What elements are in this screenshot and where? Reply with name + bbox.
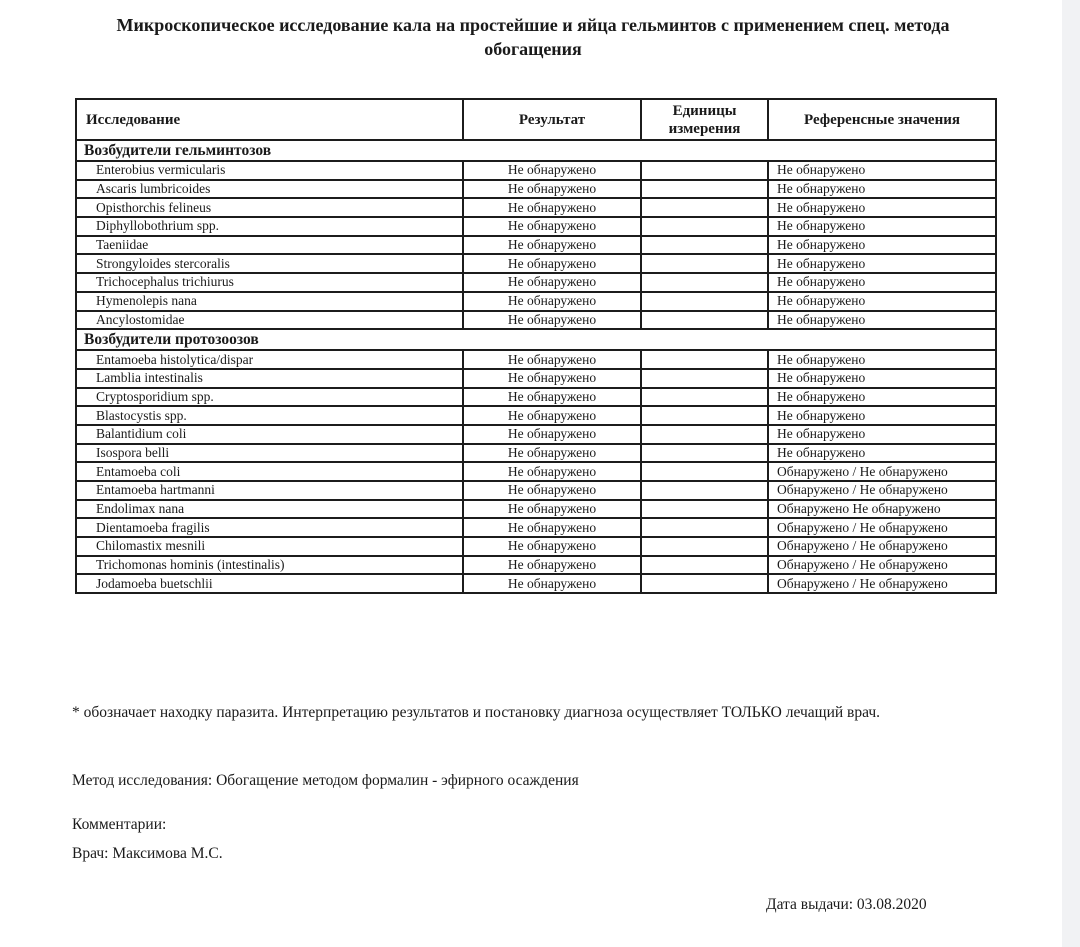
reference-value: Не обнаружено (768, 350, 996, 369)
result-value: Не обнаружено (463, 180, 641, 199)
column-header-result: Результат (463, 99, 641, 140)
result-value: Не обнаружено (463, 254, 641, 273)
table-row (76, 292, 996, 311)
units-value (641, 500, 768, 519)
result-value: Не обнаружено (463, 236, 641, 255)
reference-value: Не обнаружено (768, 444, 996, 463)
test-name: Lamblia intestinalis (76, 369, 463, 388)
reference-value: Обнаружено / Не обнаружено (768, 481, 996, 500)
units-value (641, 481, 768, 500)
test-name: Balantidium coli (76, 425, 463, 444)
units-value (641, 462, 768, 481)
units-value (641, 273, 768, 292)
test-name: Enterobius vermicularis (76, 161, 463, 180)
table-row (76, 254, 996, 273)
result-value: Не обнаружено (463, 425, 641, 444)
reference-value: Не обнаружено (768, 217, 996, 236)
table-row (76, 425, 996, 444)
reference-value: Не обнаружено (768, 406, 996, 425)
result-value: Не обнаружено (463, 518, 641, 537)
section-label: Возбудители гельминтозов (76, 140, 996, 161)
table-row (76, 444, 996, 463)
reference-value: Не обнаружено (768, 198, 996, 217)
result-value: Не обнаружено (463, 369, 641, 388)
result-value: Не обнаружено (463, 198, 641, 217)
units-value (641, 236, 768, 255)
reference-value: Не обнаружено (768, 425, 996, 444)
table-row (76, 388, 996, 407)
test-name: Chilomastix mesnili (76, 537, 463, 556)
table-row (76, 236, 996, 255)
doctor-line: Врач: Максимова М.С. (72, 845, 223, 862)
test-name: Opisthorchis felineus (76, 198, 463, 217)
test-name: Cryptosporidium spp. (76, 388, 463, 407)
reference-value: Не обнаружено (768, 236, 996, 255)
result-value: Не обнаружено (463, 161, 641, 180)
column-header-reference: Референсные значения (768, 99, 996, 140)
units-value (641, 350, 768, 369)
result-value: Не обнаружено (463, 500, 641, 519)
table-row (76, 180, 996, 199)
column-header-test: Исследование (76, 99, 463, 140)
footnote: * обозначает находку паразита. Интерпретацию результатов и постановку диагноза осуществляет ТОЛЬКО лечащий врач. (72, 704, 881, 721)
result-value: Не обнаружено (463, 311, 641, 330)
test-name: Dientamoeba fragilis (76, 518, 463, 537)
result-value: Не обнаружено (463, 444, 641, 463)
section-label: Возбудители протозоозов (76, 329, 996, 350)
reference-value: Не обнаружено (768, 311, 996, 330)
test-name: Entamoeba hartmanni (76, 481, 463, 500)
result-value: Не обнаружено (463, 481, 641, 500)
units-value (641, 537, 768, 556)
reference-value: Не обнаружено (768, 254, 996, 273)
test-name: Isospora belli (76, 444, 463, 463)
units-value (641, 369, 768, 388)
result-value: Не обнаружено (463, 537, 641, 556)
page-title: Микроскопическое исследование кала на простейшие и яйца гельминтов с применением спец. метода обогащения (116, 15, 950, 59)
units-value (641, 518, 768, 537)
results-table (75, 98, 997, 594)
section-row (76, 140, 996, 161)
table-row (76, 406, 996, 425)
test-name: Entamoeba coli (76, 462, 463, 481)
units-value (641, 444, 768, 463)
result-value: Не обнаружено (463, 388, 641, 407)
units-value (641, 217, 768, 236)
table-header-row (76, 99, 996, 140)
reference-value: Не обнаружено (768, 273, 996, 292)
reference-value: Обнаружено Не обнаружено (768, 500, 996, 519)
result-value: Не обнаружено (463, 462, 641, 481)
result-value: Не обнаружено (463, 556, 641, 575)
test-name: Ancylostomidae (76, 311, 463, 330)
reference-value: Не обнаружено (768, 161, 996, 180)
reference-value: Не обнаружено (768, 388, 996, 407)
reference-value: Не обнаружено (768, 180, 996, 199)
test-name: Endolimax nana (76, 500, 463, 519)
reference-value: Не обнаружено (768, 369, 996, 388)
result-value: Не обнаружено (463, 273, 641, 292)
result-value: Не обнаружено (463, 217, 641, 236)
units-value (641, 425, 768, 444)
table-row (76, 217, 996, 236)
table-row (76, 161, 996, 180)
units-value (641, 292, 768, 311)
comments-label: Комментарии: (72, 816, 167, 833)
units-value (641, 161, 768, 180)
reference-value: Обнаружено / Не обнаружено (768, 462, 996, 481)
reference-value: Обнаружено / Не обнаружено (768, 518, 996, 537)
result-value: Не обнаружено (463, 292, 641, 311)
test-name: Hymenolepis nana (76, 292, 463, 311)
test-name: Diphyllobothrium spp. (76, 217, 463, 236)
units-value (641, 556, 768, 575)
reference-value: Обнаружено / Не обнаружено (768, 537, 996, 556)
units-value (641, 198, 768, 217)
table-row (76, 462, 996, 481)
units-value (641, 254, 768, 273)
section-row (76, 329, 996, 350)
units-value (641, 311, 768, 330)
method-line: Метод исследования: Обогащение методом формалин - эфирного осаждения (72, 772, 579, 789)
table-row (76, 273, 996, 292)
test-name: Ascaris lumbricoides (76, 180, 463, 199)
table-row (76, 556, 996, 575)
results-table-body (76, 140, 996, 593)
result-value: Не обнаружено (463, 406, 641, 425)
test-name: Entamoeba histolytica/dispar (76, 350, 463, 369)
table-row (76, 198, 996, 217)
result-value: Не обнаружено (463, 574, 641, 593)
table-row (76, 574, 996, 593)
test-name: Taeniidae (76, 236, 463, 255)
issue-date: Дата выдачи: 03.08.2020 (766, 896, 927, 913)
table-row (76, 369, 996, 388)
units-value (641, 180, 768, 199)
test-name: Trichomonas hominis (intestinalis) (76, 556, 463, 575)
table-row (76, 350, 996, 369)
table-row (76, 311, 996, 330)
reference-value: Обнаружено / Не обнаружено (768, 574, 996, 593)
table-row (76, 537, 996, 556)
test-name: Blastocystis spp. (76, 406, 463, 425)
table-row (76, 518, 996, 537)
test-name: Jodamoeba buetschlii (76, 574, 463, 593)
table-row (76, 481, 996, 500)
test-name: Trichocephalus trichiurus (76, 273, 463, 292)
result-value: Не обнаружено (463, 350, 641, 369)
reference-value: Не обнаружено (768, 292, 996, 311)
reference-value: Обнаружено / Не обнаружено (768, 556, 996, 575)
scrollbar-track[interactable] (1062, 0, 1080, 947)
units-value (641, 388, 768, 407)
column-header-units: Единицы измерения (641, 99, 768, 140)
table-row (76, 500, 996, 519)
units-value (641, 406, 768, 425)
test-name: Strongyloides stercoralis (76, 254, 463, 273)
units-value (641, 574, 768, 593)
